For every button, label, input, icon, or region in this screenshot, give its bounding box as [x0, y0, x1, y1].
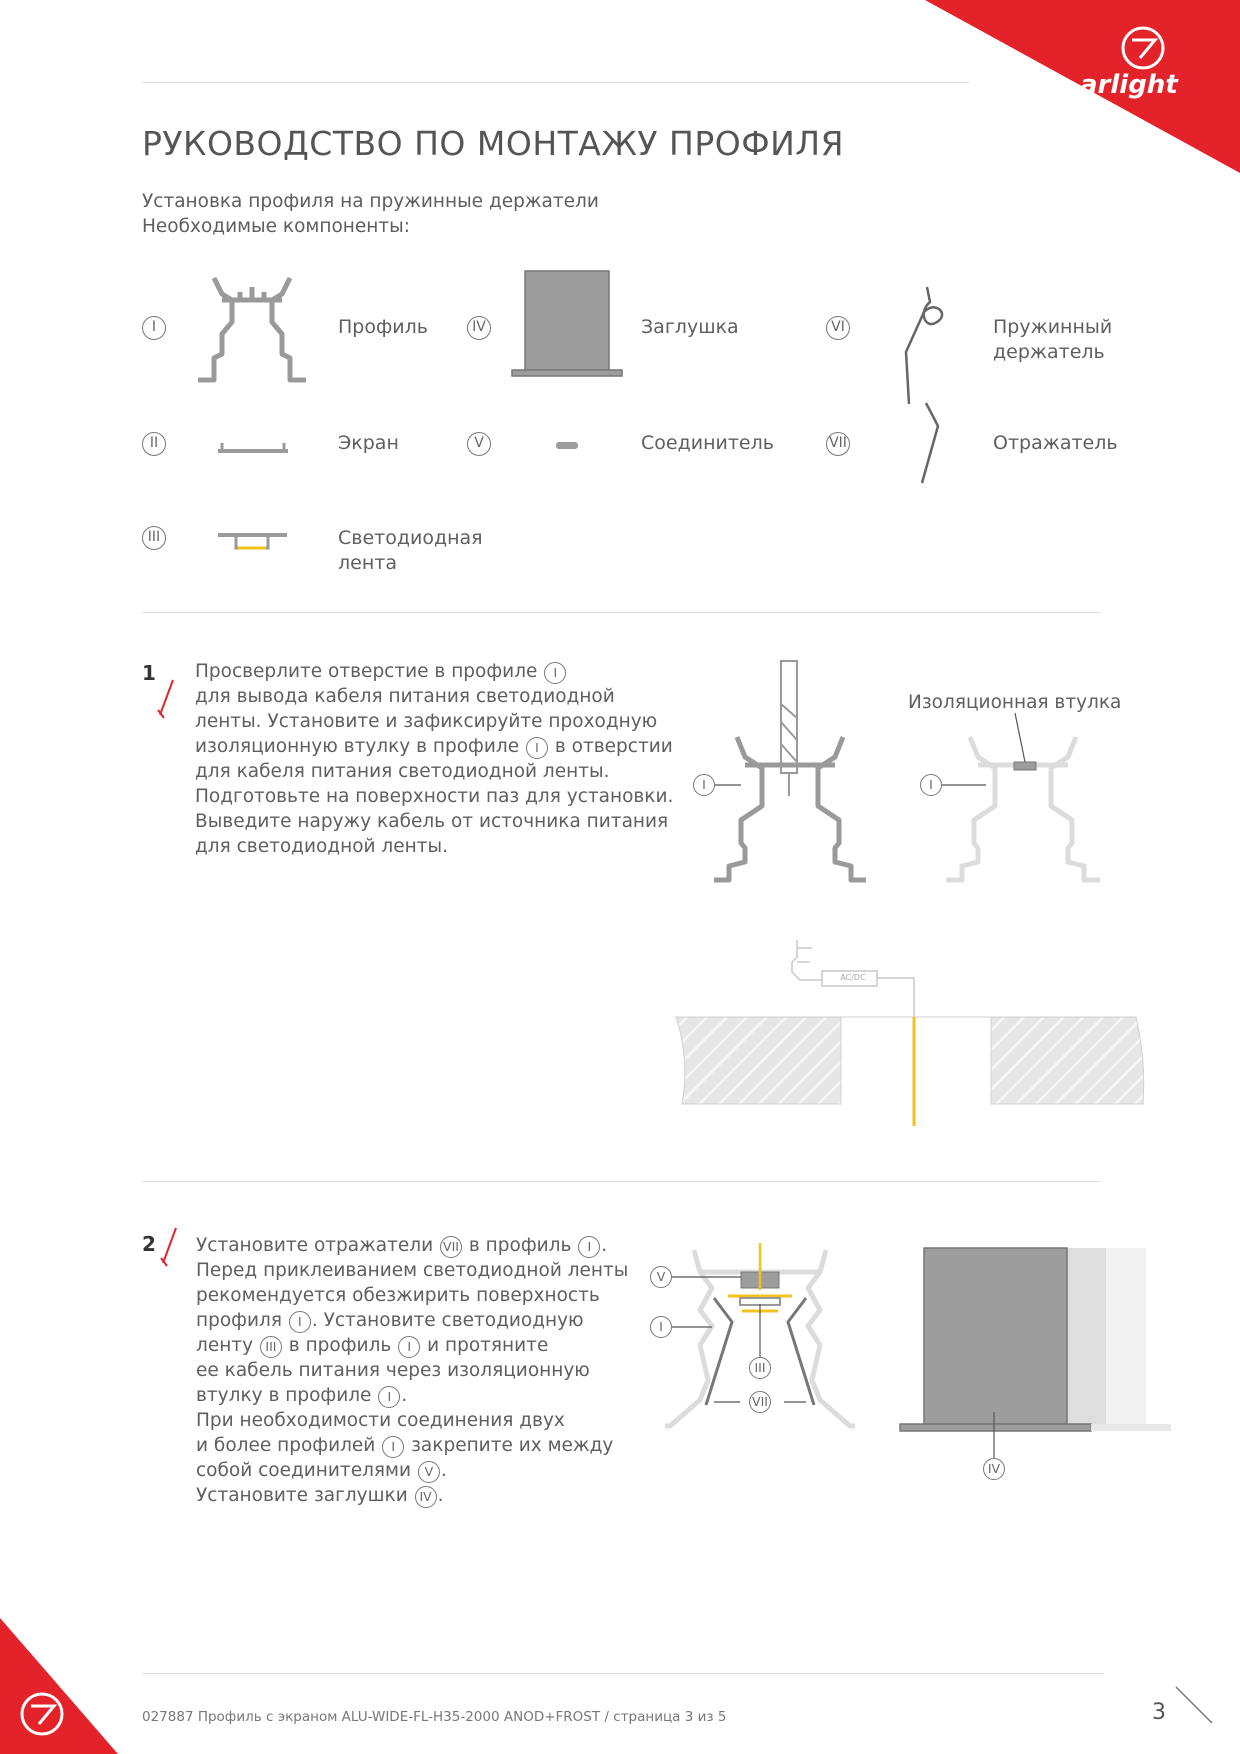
component-name-line: Экран [338, 432, 399, 454]
instruction-text: в профиль [282, 1335, 398, 1356]
component-name-reflector [993, 431, 1118, 456]
led-strip-component-icon [218, 535, 287, 548]
instruction-line [195, 759, 609, 784]
component-ref-badge: I [544, 662, 566, 684]
callout-leader [1015, 713, 1025, 762]
isolation-sleeve-callout: Изоляционная втулка [908, 692, 1122, 713]
component-ref-badge: VII [440, 1236, 462, 1258]
instruction-text: собой соединителями [196, 1460, 417, 1481]
instruction-line [196, 1483, 444, 1508]
instruction-line [196, 1333, 548, 1358]
instruction-line [196, 1358, 590, 1383]
component-ref-badge: III [260, 1336, 282, 1358]
instruction-text: ее кабель питания через изоляционную [196, 1360, 590, 1381]
footer-rule [142, 1673, 1104, 1674]
instruction-line [195, 659, 567, 684]
instruction-text: для кабеля питания светодиодной ленты. [195, 761, 610, 782]
instruction-line [196, 1258, 628, 1283]
component-number-1: I [142, 316, 166, 340]
brand-logo[interactable]: arlight [1080, 70, 1178, 100]
step1-profile-light-icon [946, 737, 1100, 880]
instruction-text: и протяните [421, 1335, 549, 1356]
instruction-text: . Установите светодиодную [311, 1310, 584, 1331]
instruction-line [195, 834, 448, 859]
instruction-line [196, 1458, 447, 1483]
step2-label-led: III [749, 1357, 771, 1379]
step2-label-profile: I [650, 1316, 672, 1338]
component-number-6: VI [826, 316, 850, 340]
step1-slash-icon [158, 680, 173, 718]
component-name-connector [641, 431, 774, 456]
instruction-line [195, 784, 673, 809]
instruction-line [196, 1308, 584, 1333]
instruction-text: . [440, 1460, 447, 1481]
component-ref-badge: IV [415, 1486, 437, 1508]
instruction-text: ленты. Установите и зафиксируйте проходную [195, 711, 658, 732]
component-ref-badge: I [526, 737, 548, 759]
step2-cap-icon [900, 1248, 1171, 1458]
step2-label-end-cap: IV [983, 1458, 1005, 1480]
instruction-text: . [437, 1485, 444, 1506]
instruction-line [196, 1383, 407, 1408]
instruction-text: и более профилей [196, 1435, 382, 1456]
instruction-text: в профиль [463, 1235, 578, 1256]
component-ref-badge: I [382, 1436, 404, 1458]
profile-component-icon [198, 278, 306, 380]
instruction-line [196, 1233, 607, 1258]
instruction-text: профиля [196, 1310, 288, 1331]
instruction-text: Просверлите отверстие в профиле [195, 661, 544, 682]
header-rule [142, 82, 969, 83]
page-corner-line [1176, 1687, 1212, 1723]
step1-label-profile-right: I [920, 774, 942, 796]
instruction-line [195, 709, 657, 734]
subtitle-line: Установка профиля на пружинные держатели [142, 191, 599, 212]
instruction-text: Подготовьте на поверхности паз для установки. [195, 786, 674, 807]
step1-drill-icon [781, 661, 797, 796]
component-name-end-cap [641, 315, 739, 340]
instruction-text: в отверстии [548, 736, 673, 757]
component-ref-badge: I [578, 1236, 600, 1258]
instruction-text: Установите отражатели [196, 1235, 440, 1256]
component-ref-badge: I [398, 1336, 420, 1358]
instruction-line [196, 1283, 600, 1308]
component-name-line: Пружинный [993, 316, 1113, 338]
instruction-text: Установите заглушки [196, 1485, 414, 1506]
step2-label-connector: V [650, 1266, 672, 1288]
component-number-2: II [142, 432, 166, 456]
component-ref-badge: I [378, 1386, 400, 1408]
instruction-text: ленту [196, 1335, 259, 1356]
section-rule-2 [142, 1181, 1100, 1182]
instruction-text: втулку в профиле [196, 1385, 378, 1406]
component-number-4: IV [467, 316, 491, 340]
component-name-line: лента [338, 552, 397, 574]
instruction-text: . [401, 1385, 408, 1406]
component-name-line: Профиль [338, 316, 428, 338]
mounting-surface-icon [676, 1017, 1144, 1104]
instruction-text: . [601, 1235, 608, 1256]
end-cap-component-icon [512, 271, 622, 376]
step2-connector-icon [741, 1243, 779, 1290]
section-rule-1 [142, 612, 1100, 613]
instruction-line [196, 1433, 613, 1458]
spring-holder-component-icon [906, 287, 942, 404]
page-number: 3 [1152, 1700, 1166, 1725]
component-name-line: Отражатель [993, 432, 1118, 454]
instruction-line [195, 684, 615, 709]
page-subtitle [142, 189, 599, 239]
step-1-number: 1 [142, 661, 156, 685]
instruction-line [196, 1408, 565, 1433]
instruction-text: изоляционную втулку в профиле [195, 736, 525, 757]
component-ref-badge: V [418, 1461, 440, 1483]
step1-label-profile: I [693, 774, 715, 796]
page-title: РУКОВОДСТВО ПО МОНТАЖУ ПРОФИЛЯ [142, 124, 845, 163]
instruction-text: для вывода кабеля питания светодиодной [195, 686, 615, 707]
instruction-text: рекомендуется обезжирить поверхность [196, 1285, 600, 1306]
step2-label-reflector: VII [749, 1391, 771, 1413]
component-name-line: Соединитель [641, 432, 774, 454]
footer-caption: 027887 Профиль с экраном ALU-WIDE-FL-H35-2000 ANOD+FROST / страница 3 из 5 [142, 1709, 727, 1725]
component-name-spring-holder [993, 315, 1112, 365]
instruction-line [195, 809, 668, 834]
component-name-led-strip [338, 526, 483, 576]
reflector-component-icon [922, 403, 938, 483]
component-name-line: Светодиодная [338, 527, 483, 549]
component-name-profile [338, 315, 428, 340]
step-2-number: 2 [142, 1232, 156, 1256]
isolation-sleeve-icon [1014, 762, 1036, 770]
component-name-screen [338, 431, 399, 456]
screen-component-icon [218, 443, 288, 451]
psu-label: AC/DC [840, 973, 866, 982]
corner-triangle-bottom [0, 1618, 118, 1754]
instruction-text: Перед приклеиванием светодиодной ленты [196, 1260, 629, 1281]
step2-slash-icon [161, 1228, 176, 1266]
instruction-text: При необходимости соединения двух [196, 1410, 565, 1431]
component-number-5: V [467, 432, 491, 456]
instruction-text: для светодиодной ленты. [195, 836, 448, 857]
component-name-line: держатель [993, 341, 1105, 363]
component-ref-badge: I [289, 1311, 311, 1333]
component-number-3: III [142, 526, 166, 550]
subtitle-line: Необходимые компоненты: [142, 216, 410, 237]
component-name-line: Заглушка [641, 316, 739, 338]
connector-component-icon [556, 442, 578, 449]
instruction-text: закрепите их между [405, 1435, 614, 1456]
instruction-line [195, 734, 673, 759]
component-number-7: VII [826, 432, 850, 456]
instruction-text: Выведите наружу кабель от источника питания [195, 811, 669, 832]
